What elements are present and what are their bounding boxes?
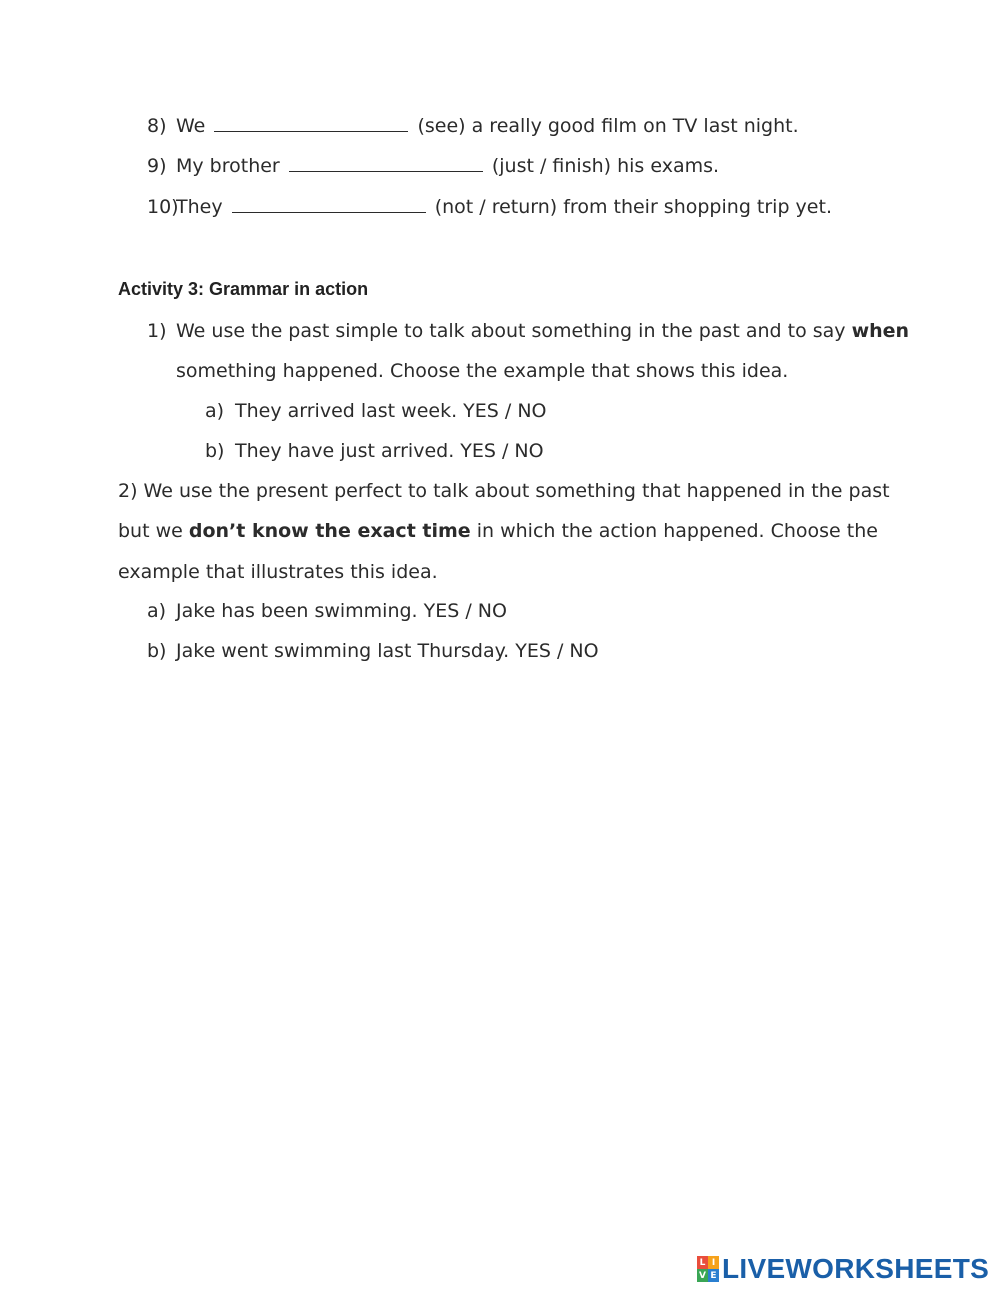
question-2-line-1: 2) We use the present perfect to talk about something that happened in the past — [118, 480, 890, 502]
question-text: in which the action happened. Choose the — [476, 520, 878, 542]
question-text: We use the past simple to talk about something in the past and to say — [176, 320, 846, 342]
item-rest: (not / return) from their shopping trip yet. — [434, 196, 832, 218]
question-number: 1) — [147, 320, 167, 342]
item-subject: We — [176, 115, 206, 137]
item-subject: My brother — [176, 155, 280, 177]
exercise-item-10 — [176, 195, 832, 219]
item-number: 10) — [147, 196, 179, 218]
emphasis-exact-time: don’t know the exact time — [188, 520, 471, 542]
logo-letter-e: E — [708, 1269, 719, 1282]
option-letter: b) — [147, 640, 167, 662]
question-1-line-2: something happened. Choose the example that shows this idea. — [176, 360, 789, 382]
emphasis-when: when — [851, 320, 910, 342]
answer-blank[interactable] — [289, 154, 483, 172]
question-1-line-1 — [176, 319, 909, 343]
logo-letter-i: I — [708, 1256, 719, 1269]
option-text[interactable]: They arrived last week. YES / NO — [235, 400, 547, 422]
question-2-line-2 — [118, 519, 878, 543]
item-rest: (see) a really good film on TV last night. — [417, 115, 799, 137]
option-letter: a) — [205, 400, 225, 422]
option-text[interactable]: They have just arrived. YES / NO — [235, 440, 544, 462]
logo-letter-v: V — [697, 1269, 708, 1282]
question-2-line-3: example that illustrates this idea. — [118, 561, 438, 583]
option-letter: a) — [147, 600, 167, 622]
item-rest: (just / finish) his exams. — [491, 155, 720, 177]
exercise-item-9 — [176, 154, 719, 178]
answer-blank[interactable] — [232, 195, 426, 213]
item-number: 8) — [147, 115, 167, 137]
exercise-item-8 — [176, 114, 799, 138]
question-text: but we — [118, 520, 183, 542]
logo-mark-icon — [697, 1256, 719, 1282]
item-subject: They — [176, 196, 223, 218]
liveworksheets-logo — [697, 1255, 989, 1283]
option-letter: b) — [205, 440, 225, 462]
logo-text: LIVEWORKSHEETS — [722, 1253, 990, 1284]
logo-letter-l: L — [697, 1256, 708, 1269]
item-number: 9) — [147, 155, 167, 177]
answer-blank[interactable] — [214, 114, 408, 132]
option-text[interactable]: Jake has been swimming. YES / NO — [176, 600, 507, 622]
activity-heading: Activity 3: Grammar in action — [118, 279, 369, 299]
option-text[interactable]: Jake went swimming last Thursday. YES / NO — [176, 640, 599, 662]
